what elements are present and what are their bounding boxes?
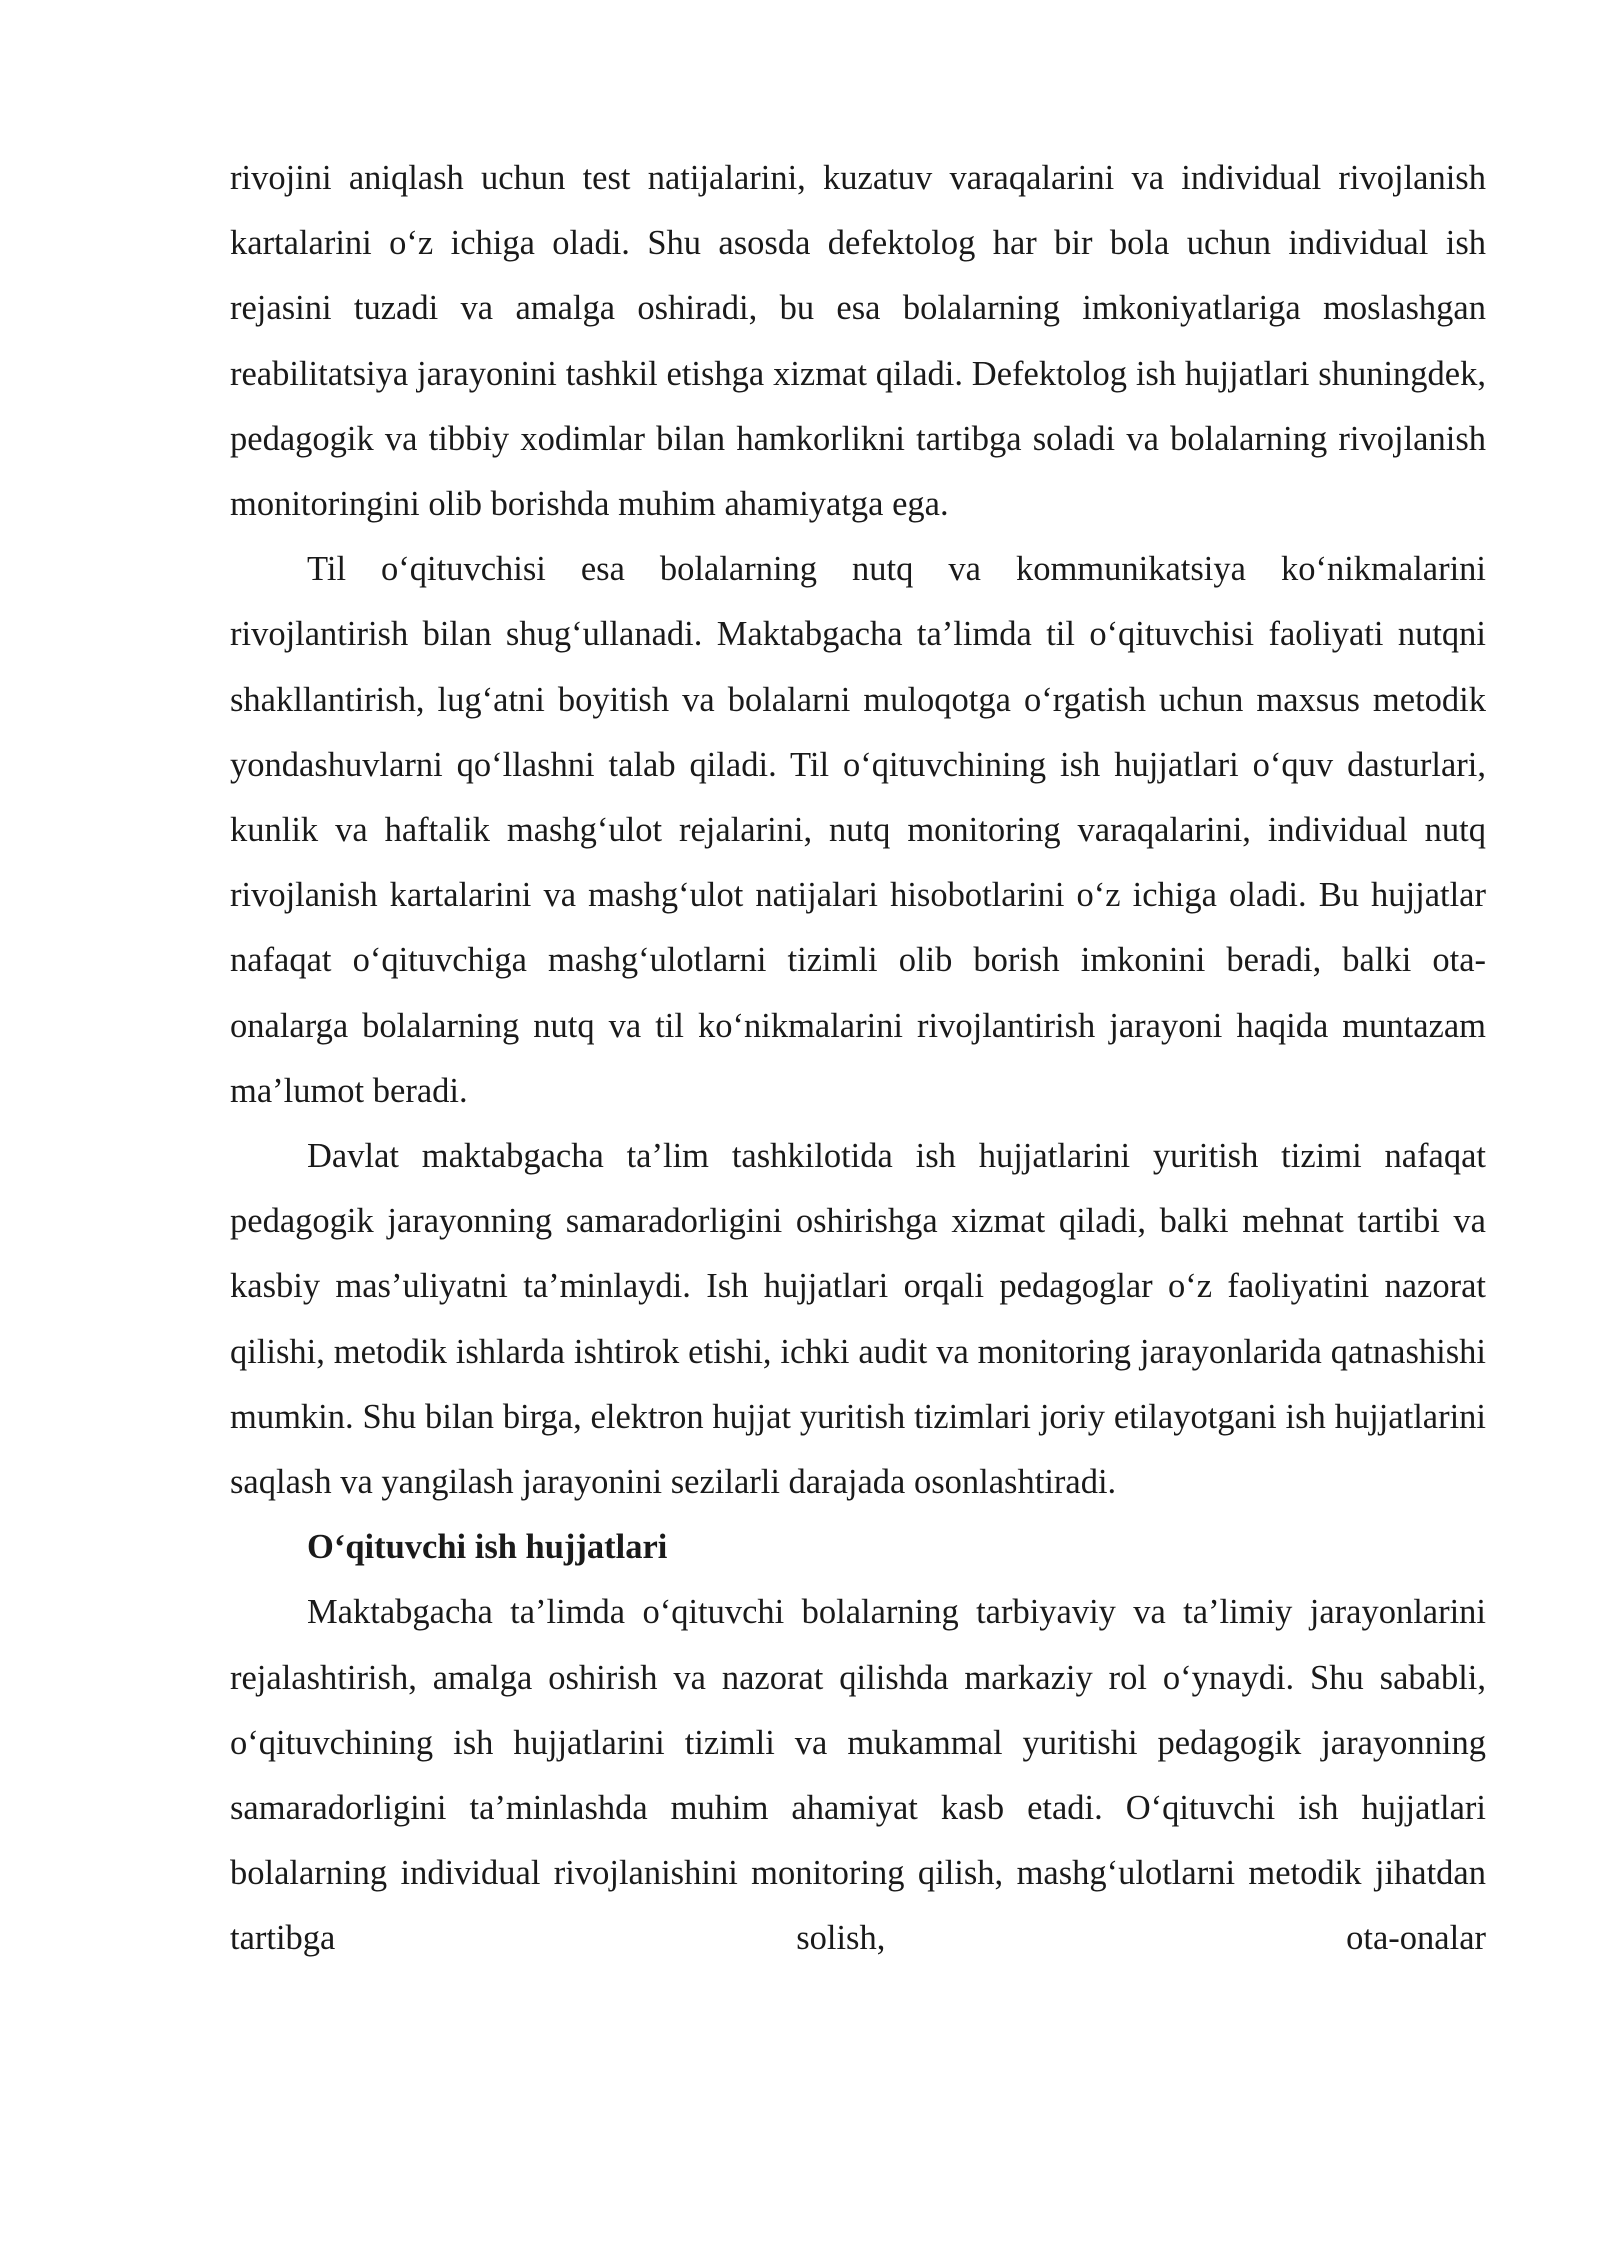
document-page (230, 146, 1486, 1972)
section-heading: O‘qituvchi ish hujjatlari (307, 1528, 668, 1567)
paragraph-davlat-maktabgacha: Davlat maktabgacha ta’lim tashkilotida ish hujjatlarini yuritish tizimi nafaqat pedagogik jarayonning samaradorligini oshirishga xizmat qiladi, balki mehnat tartibi va kasbiy mas’uliyatni ta’minlaydi. Ish hujjatlari orqali pedagoglar o‘z faoliyatini nazorat qilishi, metodik ishlarda ishtirok etishi, ichki audit va monitoring jarayonlarida qatnashishi mumkin. Shu bilan birga, elektron hujjat yuritish tizimlari joriy etilayotgani ish hujjatlarini saqlash va yangilash jarayonini sezilarli darajada osonlashtiradi. (230, 1137, 1486, 1502)
paragraph-defektolog: rivojini aniqlash uchun test natijalarini, kuzatuv varaqalarini va individual rivojlanish kartalarini o‘z ichiga oladi. Shu asosda defektolog har bir bola uchun individual ish rejasini tuzadi va amalga oshiradi, bu esa bolalarning imkoniyatlariga moslashgan reabilitatsiya jarayonini tashkil etishga xizmat qiladi. Defektolog ish hujjatlari shuningdek, pedagogik va tibbiy xodimlar bilan hamkorlikni tartibga soladi va bolalarning rivojlanish monitoringini olib borishda muhim ahamiyatga ega. (230, 159, 1486, 524)
paragraph-til-oqituvchisi: Til o‘qituvchisi esa bolalarning nutq va kommunikatsiya ko‘nikmalarini rivojlantirish bilan shug‘ullanadi. Maktabgacha ta’limda til o‘qituvchisi faoliyati nutqni shakllantirish, lug‘atni boyitish va bolalarni muloqotga o‘rgatish uchun maxsus metodik yondashuvlarni qo‘llashni talab qiladi. Til o‘qituvchining ish hujjatlari o‘quv dasturlari, kunlik va haftalik mashg‘ulot rejalarini, nutq monitoring varaqalarini, individual nutq rivojlanish kartalarini va mashg‘ulot natijalari hisobotlarini o‘z ichiga oladi. Bu hujjatlar nafaqat o‘qituvchiga mashg‘ulotlarni tizimli olib borish imkonini beradi, balki ota-onalarga bolalarning nutq va til ko‘nikmalarini rivojlantirish jarayoni haqida muntazam ma’lumot beradi. (230, 550, 1486, 1110)
paragraph-maktabgacha: Maktabgacha ta’limda o‘qituvchi bolalarning tarbiyaviy va ta’limiy jarayonlarini rejalashtirish, amalga oshirish va nazorat qilishda markaziy rol o‘ynaydi. Shu sababli, o‘qituvchining ish hujjatlarini tizimli va mukammal yuritishi pedagogik jarayonning samaradorligini ta’minlashda muhim ahamiyat kasb etadi. O‘qituvchi ish hujjatlari bolalarning individual rivojlanishini monitoring qilish, mashg‘ulotlarni metodik jihatdan tartibga solish, ota-onalar (230, 1593, 1486, 1958)
